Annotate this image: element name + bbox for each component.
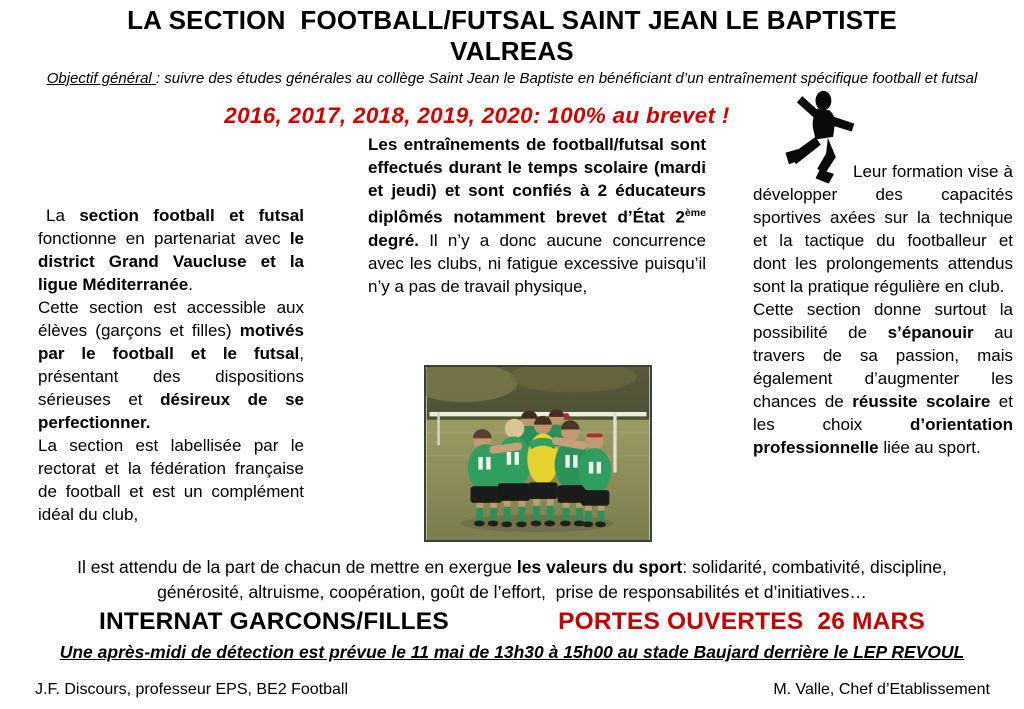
objective-line: Objectif général : suivre des études générales au collège Saint Jean le Baptiste en bénéficiant d’un entraînement spécifique football et futsal — [46, 70, 978, 87]
signature-right: M. Valle, Chef d’Etablissement — [773, 681, 990, 698]
page-title — [0, 5, 1024, 67]
detection-line: Une après-midi de détection est prévue le 11 mai de 13h30 à 15h00 au stade Baujard derrière le LEP REVOUL — [59, 642, 965, 662]
portes-ouvertes-label: PORTES OUVERTES 26 MARS — [558, 608, 925, 635]
paragraph: Cette section est accessible aux élèves (garçons et filles) motivés par le football et le futsal, présentant des dispositions sérieuses et désireux de se perfectionner. — [38, 298, 304, 432]
cta-row — [99, 608, 925, 636]
paragraph: Cette section donne surtout la possibilité de s’épanouir au travers de sa passion, mais également d’augmenter les chances de réussite scolaire et les choix d’orientation professionnelle liée au sport. — [753, 300, 1013, 457]
middle-column — [368, 133, 706, 298]
values-statement — [40, 555, 984, 604]
signatures — [35, 681, 990, 699]
team-huddle-photo — [424, 365, 652, 542]
paragraph: La section football et futsal fonctionne en partenariat avec le district Grand Vaucluse et la ligue Méditerranée. — [38, 206, 304, 294]
title-line-1: LA SECTION FOOTBALL/FUTSAL SAINT JEAN LE BAPTISTE — [127, 5, 897, 35]
right-column — [753, 160, 1013, 459]
title-line-2: VALREAS — [450, 36, 574, 66]
achievement-line: 2016, 2017, 2018, 2019, 2020: 100% au brevet ! — [224, 103, 730, 128]
paragraph: Leur formation vise à développer des capacités sportives axées sur la technique et la tactique du footballeur et dont les prolongements attendus sont la pratique régulière en club. — [753, 162, 1013, 296]
left-column — [38, 204, 304, 526]
internat-label: INTERNAT GARCONS/FILLES — [99, 608, 449, 635]
paragraph: La section est labellisée par le rectorat et la fédération française de football et est un complément idéal du club, — [38, 436, 304, 524]
paragraph: Les entraînements de football/futsal sont effectués durant le temps scolaire (mardi et jeudi) et sont confiés à 2 éducateurs diplômés notamment brevet d’État 2ème degré. Il n’y a donc aucune concurrence avec les clubs, ni fatigue excessive puisqu’il n’y a pas de travail physique, — [368, 135, 706, 296]
header — [0, 5, 1024, 129]
values-text: Il est attendu de la part de chacun de mettre en exergue les valeurs du sport: solidarité, combativité, discipline, générosité, altruisme, coopération, goût de l’effort, prise de responsabilités et d’initiatives… — [77, 557, 952, 602]
signature-left: J.F. Discours, professeur EPS, BE2 Football — [35, 681, 349, 698]
